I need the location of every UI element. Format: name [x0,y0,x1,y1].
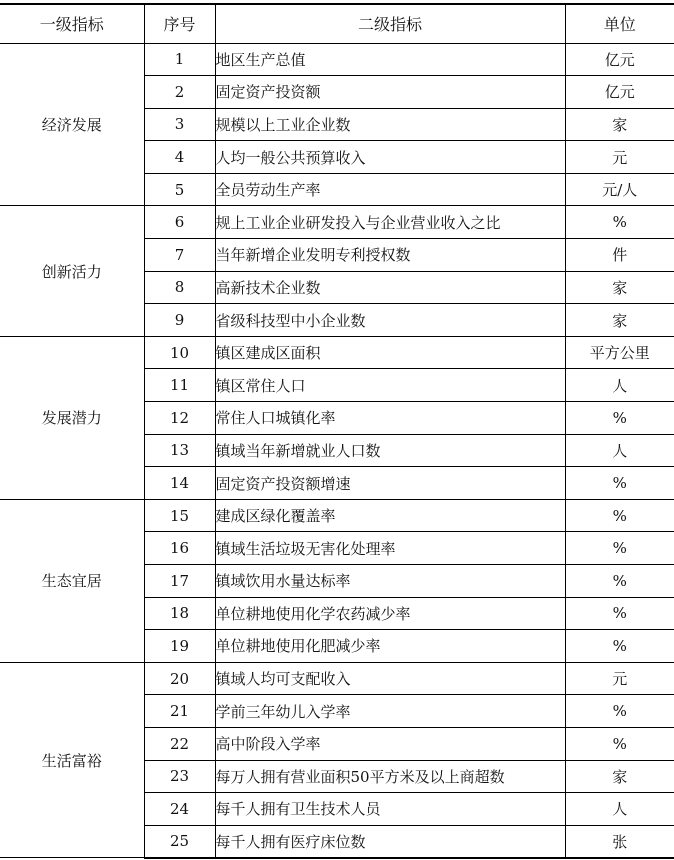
unit-cell: 家 [565,304,674,337]
number-cell: 4 [144,141,215,174]
table-row [0,336,674,369]
number-cell: 19 [144,630,215,663]
number-cell: 22 [144,727,215,760]
indicator-cell: 单位耕地使用化肥减少率 [215,630,565,663]
number-cell: 20 [144,662,215,695]
number-cell: 3 [144,108,215,141]
indicator-cell: 镇域生活垃圾无害化处理率 [215,532,565,565]
table-row [0,206,674,239]
indicator-cell: 每万人拥有营业面积50平方米及以上商超数 [215,760,565,793]
indicator-cell: 高中阶段入学率 [215,727,565,760]
number-cell: 6 [144,206,215,239]
number-cell: 9 [144,304,215,337]
indicator-cell: 高新技术企业数 [215,271,565,304]
number-cell: 18 [144,597,215,630]
table-row [0,662,674,695]
category-cell: 创新活力 [0,206,144,336]
number-cell: 24 [144,793,215,826]
number-cell: 11 [144,369,215,402]
category-cell: 发展潜力 [0,336,144,499]
indicator-cell: 当年新增企业发明专利授权数 [215,239,565,272]
indicator-cell: 单位耕地使用化学农药减少率 [215,597,565,630]
number-cell: 10 [144,336,215,369]
indicator-cell: 全员劳动生产率 [215,173,565,206]
header-indicator: 二级指标 [215,4,565,43]
unit-cell: % [565,727,674,760]
number-cell: 5 [144,173,215,206]
unit-cell: 张 [565,825,674,858]
unit-cell: % [565,499,674,532]
unit-cell: 人 [565,793,674,826]
indicator-cell: 镇区常住人口 [215,369,565,402]
indicator-cell: 镇域饮用水量达标率 [215,565,565,598]
unit-cell: 平方公里 [565,336,674,369]
header-number: 序号 [144,4,215,43]
unit-cell: % [565,597,674,630]
indicator-cell: 镇区建成区面积 [215,336,565,369]
unit-cell: % [565,402,674,435]
unit-cell: 元 [565,662,674,695]
indicator-cell: 规模以上工业企业数 [215,108,565,141]
unit-cell: 人 [565,369,674,402]
indicator-cell: 镇域人均可支配收入 [215,662,565,695]
category-cell: 生活富裕 [0,662,144,858]
indicator-cell: 地区生产总值 [215,43,565,76]
number-cell: 13 [144,434,215,467]
unit-cell: 家 [565,108,674,141]
indicator-cell: 规上工业企业研发投入与企业营业收入之比 [215,206,565,239]
unit-cell: % [565,206,674,239]
table-body [0,43,674,858]
number-cell: 12 [144,402,215,435]
indicator-cell: 省级科技型中小企业数 [215,304,565,337]
unit-cell: % [565,565,674,598]
unit-cell: 件 [565,239,674,272]
unit-cell: 元/人 [565,173,674,206]
indicator-cell: 镇域当年新增就业人口数 [215,434,565,467]
indicator-table [0,3,674,859]
unit-cell: % [565,630,674,663]
indicator-cell: 人均一般公共预算收入 [215,141,565,174]
header-unit: 单位 [565,4,674,43]
number-cell: 7 [144,239,215,272]
number-cell: 23 [144,760,215,793]
number-cell: 14 [144,467,215,500]
indicator-cell: 常住人口城镇化率 [215,402,565,435]
number-cell: 15 [144,499,215,532]
indicator-cell: 固定资产投资额增速 [215,467,565,500]
table-row [0,43,674,76]
number-cell: 8 [144,271,215,304]
unit-cell: 元 [565,141,674,174]
number-cell: 25 [144,825,215,858]
unit-cell: 家 [565,760,674,793]
unit-cell: 亿元 [565,43,674,76]
number-cell: 17 [144,565,215,598]
header-category: 一级指标 [0,4,144,43]
number-cell: 2 [144,76,215,109]
indicator-cell: 每千人拥有医疗床位数 [215,825,565,858]
indicator-cell: 固定资产投资额 [215,76,565,109]
unit-cell: % [565,467,674,500]
indicator-cell: 学前三年幼儿入学率 [215,695,565,728]
unit-cell: 亿元 [565,76,674,109]
unit-cell: 人 [565,434,674,467]
table-header-row [0,4,674,43]
number-cell: 16 [144,532,215,565]
unit-cell: 家 [565,271,674,304]
number-cell: 21 [144,695,215,728]
indicator-cell: 建成区绿化覆盖率 [215,499,565,532]
category-cell: 经济发展 [0,43,144,206]
category-cell: 生态宜居 [0,499,144,662]
unit-cell: % [565,532,674,565]
number-cell: 1 [144,43,215,76]
unit-cell: % [565,695,674,728]
indicator-cell: 每千人拥有卫生技术人员 [215,793,565,826]
table-row [0,499,674,532]
